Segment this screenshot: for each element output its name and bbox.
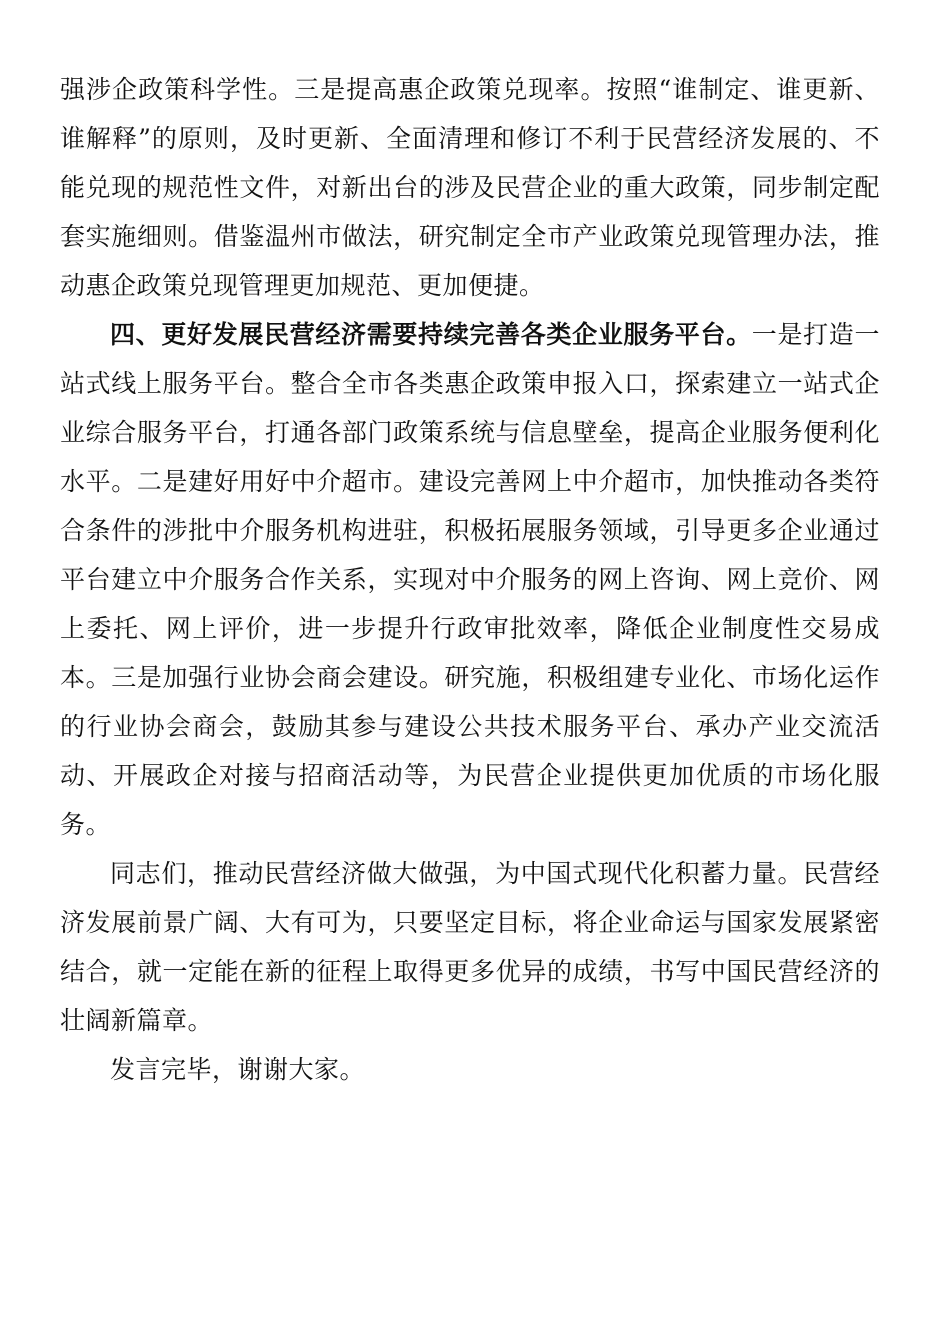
paragraph-text: 同志们，推动民营经济做大做强，为中国式现代化积蓄力量。民营经济发展前景广阔、大有可为，只要坚定目标，将企业命运与国家发展紧密结合，就一定能在新的征程上取得更多优异的成绩，书写中国民营经济的壮阔新篇章。 — [60, 859, 880, 1035]
section-heading-four: 四、更好发展民营经济需要持续完善各类企业服务平台。 — [110, 320, 752, 349]
paragraph-text: 强涉企政策科学性。三是提高惠企政策兑现率。按照“谁制定、谁更新、谁解释”的原则，及时更新、全面清理和修订不利于民营经济发展的、不能兑现的规范性文件，对新出台的涉及民营企业的重大政策，同步制定配套实施细则。借鉴温州市做法，研究制定全市产业政策兑现管理办法，推动惠企政策兑现管理更加规范、更加便捷。 — [60, 75, 880, 300]
paragraph-service-platforms — [60, 310, 880, 849]
paragraph-policy-fulfillment — [60, 65, 880, 310]
paragraph-closing-remarks — [60, 849, 880, 1045]
paragraph-text: 一是打造一站式线上服务平台。整合全市各类惠企政策申报入口，探索建立一站式企业综合服务平台，打通各部门政策系统与信息壁垒，提高企业服务便利化水平。二是建好用好中介超市。建设完善网上中介超市，加快推动各类符合条件的涉批中介服务机构进驻，积极拓展服务领域，引导更多企业通过平台建立中介服务合作关系，实现对中介服务的网上咨询、网上竞价、网上委托、网上评价，进一步提升行政审批效率，降低企业制度性交易成本。三是加强行业协会商会建设。研究施，积极组建专业化、市场化运作的行业协会商会，鼓励其参与建设公共技术服务平台、承办产业交流活动、开展政企对接与招商活动等，为民营企业提供更加优质的市场化服务。 — [60, 320, 880, 839]
paragraph-text: 发言完毕，谢谢大家。 — [110, 1055, 366, 1084]
paragraph-thanks — [60, 1045, 880, 1094]
document-body — [60, 65, 880, 1094]
